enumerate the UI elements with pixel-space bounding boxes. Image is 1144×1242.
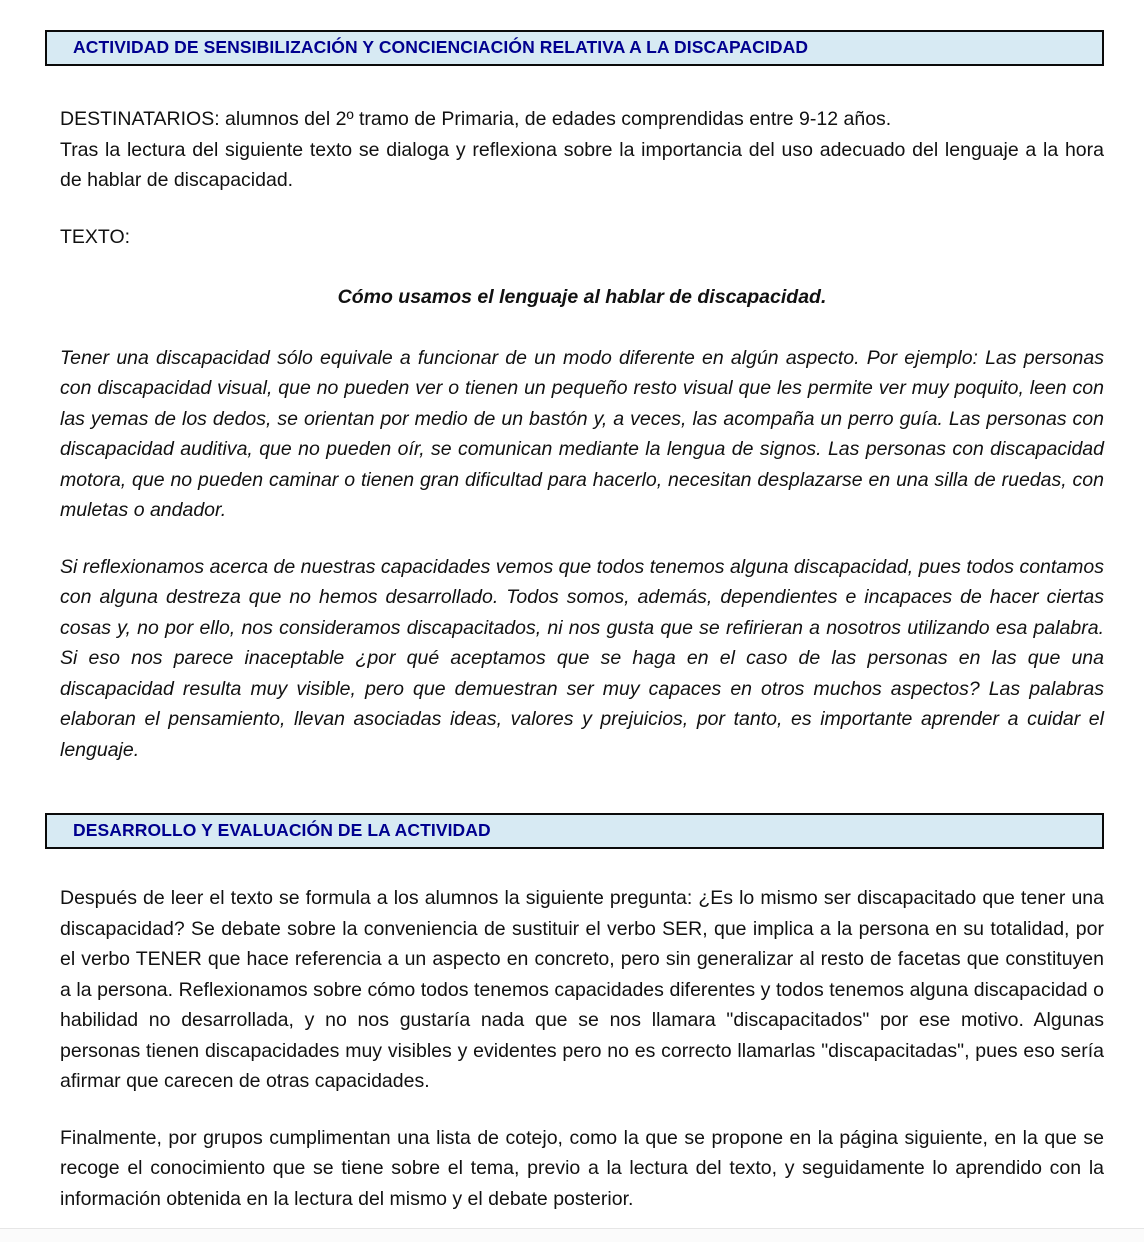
spacer: [60, 252, 1104, 282]
spacer: [45, 849, 1105, 883]
spacer: [45, 66, 1105, 104]
page-bottom-edge: [0, 1229, 1144, 1242]
section-body-sensibilizacion: [60, 104, 1104, 765]
document-content: [45, 30, 1105, 1214]
section-body-desarrollo: [60, 883, 1104, 1214]
section-header-desarrollo: [45, 813, 1104, 849]
section-header-sensibilizacion: [45, 30, 1104, 66]
section-header-label: ACTIVIDAD DE SENSIBILIZACIÓN Y CONCIENCIACIÓN RELATIVA A LA DISCAPACIDAD: [73, 37, 809, 58]
text-title: Cómo usamos el lenguaje al hablar de discapacidad.: [337, 286, 827, 308]
spacer: [60, 526, 1104, 552]
spacer: [45, 765, 1105, 813]
spacer: [60, 1097, 1104, 1123]
spacer: [60, 196, 1104, 222]
paragraph-desarrollo-1: Después de leer el texto se formula a los alumnos la siguiente pregunta: ¿Es lo mismo ser discapacitado que tener una discapacidad? Se debate sobre la conveniencia de sustituir el verbo SER, que implica a la persona en su totalidad, por el verbo TENER que hace referencia a un aspecto en concreto, pero sin generalizar al resto de facetas que constituyen a la persona. Reflexionamos sobre cómo todos tenemos capacidades diferentes y todos tenemos alguna discapacidad o habilidad no desarrollada, y no nos gustaría nada que se nos llamara "discapacitados" por ese motivo. Algunas personas tienen discapacidades muy visibles y evidentes pero no es correcto llamarlas "discapacitadas", pues eso sería afirmar que carecen de otras capacidades.: [60, 887, 1104, 1092]
spacer: [60, 313, 1104, 343]
paragraph-intro: Tras la lectura del siguiente texto se dialoga y reflexiona sobre la importancia del uso adecuado del lenguaje a la hora de hablar de discapacidad.: [60, 138, 1104, 191]
paragraph-texto-body-2: Si reflexionamos acerca de nuestras capacidades vemos que todos tenemos alguna discapacidad, pues todos contamos con alguna destreza que no hemos desarrollado. Todos somos, además, dependientes e incapaces de hacer ciertas cosas y, no por ello, nos consideramos discapacitados, ni nos gusta que se refirieran a nosotros utilizando esa palabra. Si eso nos parece inaceptable ¿por qué aceptamos que se haga en el caso de las personas en las que una discapacidad resulta muy visible, pero que demuestran ser muy capaces en otros muchos aspectos? Las palabras elaboran el pensamiento, llevan asociadas ideas, valores y prejuicios, por tanto, es importante aprender a cuidar el lenguaje.: [60, 555, 1104, 761]
paragraph-destinatarios: DESTINATARIOS: alumnos del 2º tramo de Primaria, de edades comprendidas entre 9-12 años.: [60, 108, 892, 130]
label-texto: TEXTO:: [60, 225, 131, 248]
paragraph-texto-body-1: Tener una discapacidad sólo equivale a funcionar de un modo diferente en algún aspecto. Por ejemplo: Las personas con discapacidad visual, que no pueden ver o tienen un pequeño resto visual que les permite ver muy poquito, leen con las yemas de los dedos, se orientan por medio de un bastón y, a veces, las acompaña un perro guía. Las personas con discapacidad auditiva, que no pueden oír, se comunican mediante la lengua de signos. Las personas con discapacidad motora, que no pueden caminar o tienen gran dificultad para hacerlo, necesitan desplazarse en una silla de ruedas, con muletas o andador.: [60, 346, 1104, 521]
section-header-label: DESARROLLO Y EVALUACIÓN DE LA ACTIVIDAD: [73, 820, 491, 841]
paragraph-desarrollo-2: Finalmente, por grupos cumplimentan una lista de cotejo, como la que se propone en la página siguiente, en la que se recoge el conocimiento que se tiene sobre el tema, previo a la lectura del texto, y seguidamente lo aprendido con la información obtenida en la lectura del mismo y el debate posterior.: [60, 1126, 1104, 1210]
